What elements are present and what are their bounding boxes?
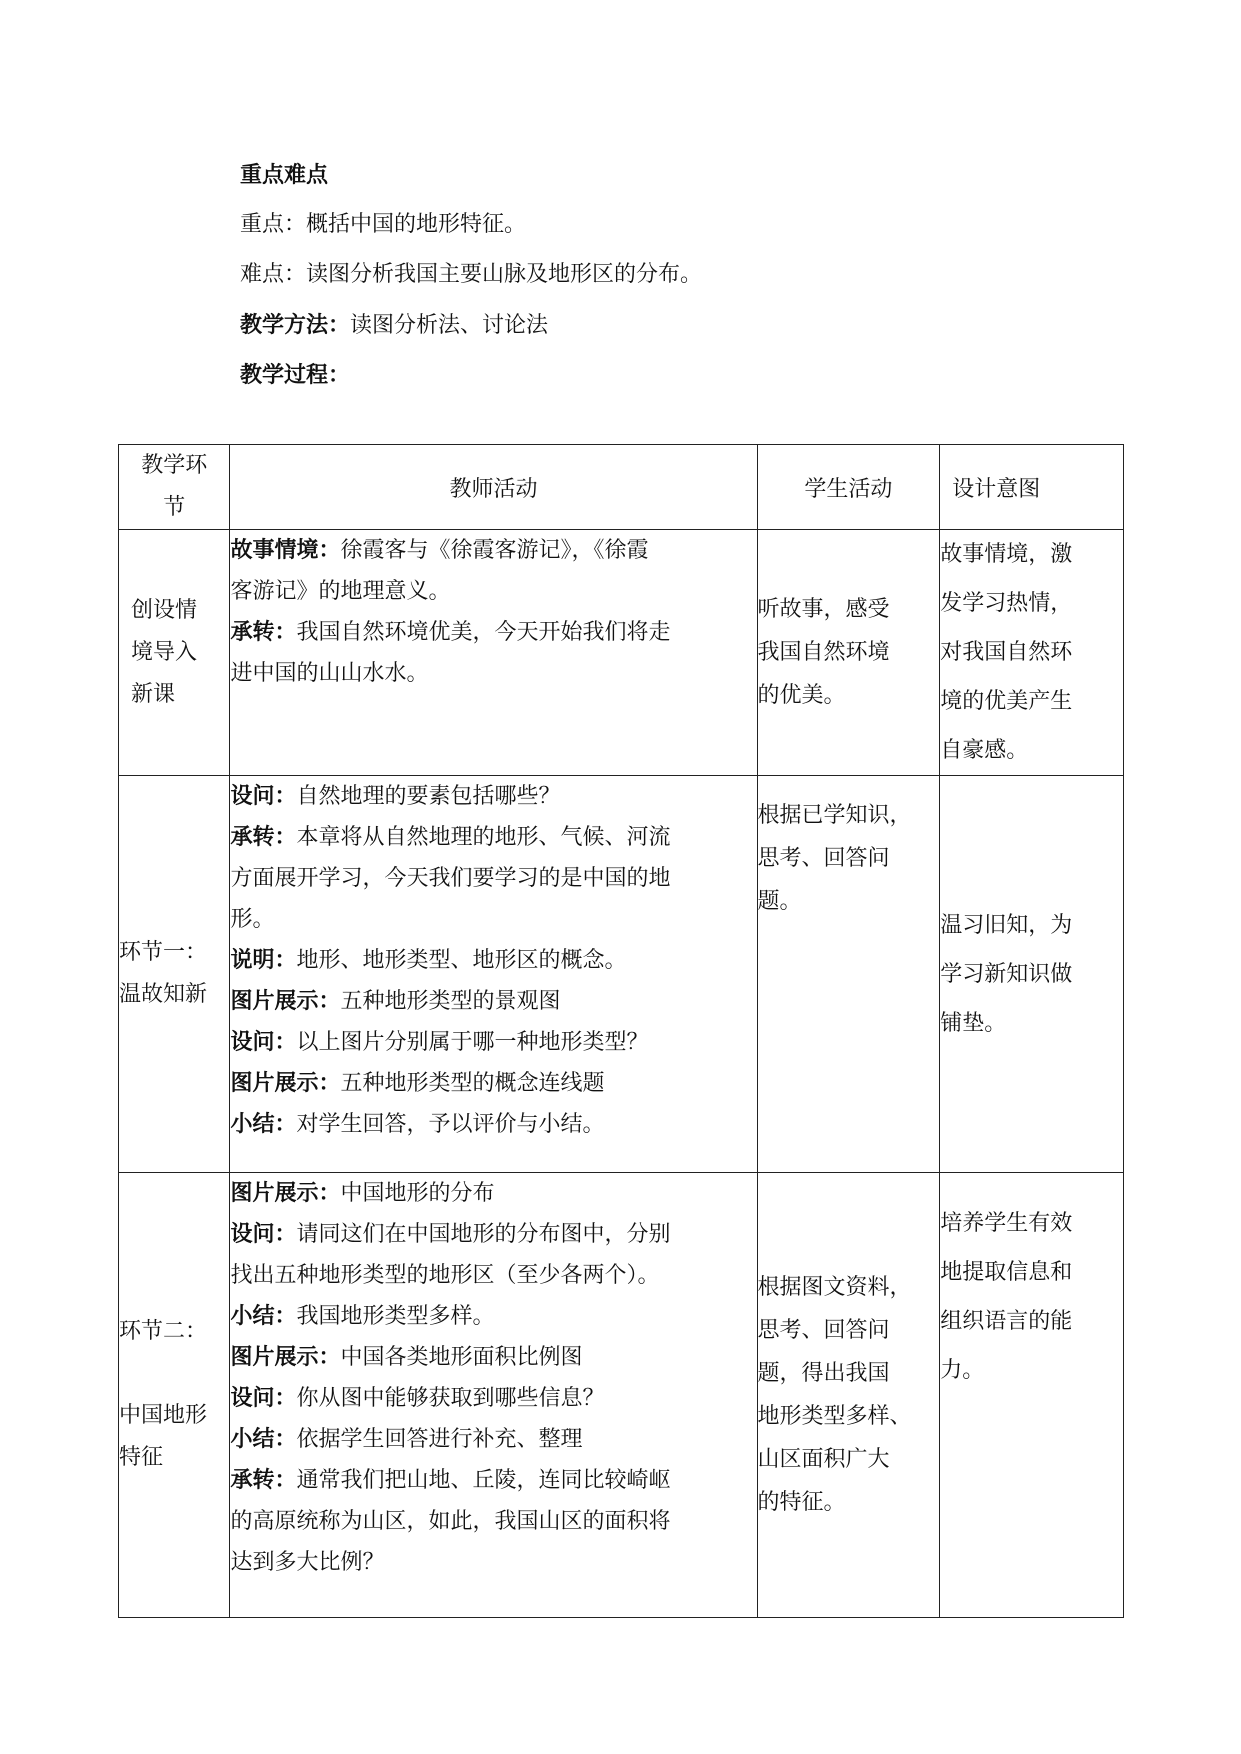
stage-cell: 环节二： 中国地形 特征 [119, 1173, 230, 1618]
table-row [119, 530, 1124, 776]
teacher-activity-line [230, 981, 756, 1022]
activity-text: 以上图片分别属于哪一种地形类型？ [296, 1030, 649, 1055]
key-point-line: 重点：概括中国的地形特征。 [240, 212, 527, 237]
activity-label: 图片展示： [230, 1070, 341, 1096]
activity-label: 承转： [230, 824, 297, 850]
activity-text: 依据学生回答进行补充、整理 [296, 1427, 583, 1452]
table-header-row [119, 445, 1124, 530]
teacher-activity-line [230, 1173, 756, 1214]
activity-label: 承转： [230, 1467, 297, 1493]
activity-text: 达到多大比例？ [230, 1550, 385, 1575]
teacher-activity-line [230, 1022, 756, 1063]
activity-text: 五种地形类型的概念连线题 [340, 1071, 605, 1096]
teacher-activity-line [230, 653, 756, 694]
teacher-activity-line [230, 1296, 756, 1337]
table-row [119, 776, 1124, 1173]
teacher-activity-line [230, 1501, 756, 1542]
teacher-activity-line [230, 1063, 756, 1104]
activity-label: 说明： [230, 947, 297, 973]
lesson-plan-table [118, 444, 1124, 1618]
teacher-activity-line [230, 1542, 756, 1583]
activity-label: 小结： [230, 1303, 297, 1329]
teaching-method-line: 教学方法：读图分析法、讨论法 [240, 312, 549, 338]
activity-label: 设问： [230, 783, 297, 809]
student-activity-cell: 听故事，感受 我国自然环境 的优美。 [757, 530, 940, 776]
student-activity-cell: 根据已学知识， 思考、回答问 题。 [757, 776, 940, 1173]
header-design-intent: 设计意图 [940, 445, 1124, 530]
activity-text: 形。 [230, 907, 275, 932]
teacher-activity-line [230, 571, 756, 612]
table-row [119, 1173, 1124, 1618]
activity-text: 你从图中能够获取到哪些信息？ [296, 1386, 605, 1411]
activity-text: 本章将从自然地理的地形、气候、河流 [296, 825, 671, 850]
activity-label: 图片展示： [230, 1180, 341, 1206]
activity-label: 设问： [230, 1029, 297, 1055]
activity-text: 方面展开学习，今天我们要学习的是中国的地 [230, 866, 671, 891]
teacher-activity-line [230, 1419, 756, 1460]
activity-text: 徐霞客与《徐霞客游记》，《徐霞 [340, 538, 649, 563]
teacher-activity-line [230, 776, 756, 817]
activity-text: 对学生回答，予以评价与小结。 [296, 1112, 605, 1137]
difficult-point-line: 难点：读图分析我国主要山脉及地形区的分布。 [240, 262, 703, 287]
activity-text: 五种地形类型的景观图 [340, 989, 561, 1014]
teacher-activity-line [230, 1214, 756, 1255]
activity-label: 设问： [230, 1221, 297, 1247]
intro-section [240, 160, 1140, 410]
teacher-activity-line [230, 858, 756, 899]
header-stage: 教学环 节 [119, 445, 230, 530]
teacher-activity-line [230, 1337, 756, 1378]
teacher-activity-line [230, 817, 756, 858]
header-teacher-activity: 教师活动 [230, 445, 757, 530]
activity-text: 我国地形类型多样。 [296, 1304, 495, 1329]
teacher-activity-cell [230, 530, 757, 776]
student-activity-cell: 根据图文资料， 思考、回答问 题，得出我国 地形类型多样、 山区面积广大 的特征。 [757, 1173, 940, 1618]
teacher-activity-line [230, 1255, 756, 1296]
stage-cell: 创设情 境导入 新课 [119, 530, 230, 776]
activity-text: 中国各类地形面积比例图 [340, 1345, 583, 1370]
teacher-activity-line [230, 612, 756, 653]
teacher-activity-line [230, 1460, 756, 1501]
activity-text: 地形、地形类型、地形区的概念。 [296, 948, 627, 973]
design-intent-cell: 培养学生有效 地提取信息和 组织语言的能 力。 [940, 1173, 1124, 1618]
stage-cell: 环节一： 温故知新 [119, 776, 230, 1173]
teacher-activity-cell [230, 1173, 757, 1618]
teaching-process-heading: 教学过程： [240, 362, 351, 388]
teacher-activity-line [230, 1378, 756, 1419]
activity-label: 图片展示： [230, 1344, 341, 1370]
activity-text: 找出五种地形类型的地形区（至少各两个）。 [230, 1263, 660, 1288]
activity-label: 承转： [230, 619, 297, 645]
activity-label: 设问： [230, 1385, 297, 1411]
design-intent-cell: 温习旧知，为 学习新知识做 铺垫。 [940, 776, 1124, 1173]
teacher-activity-line [230, 530, 756, 571]
teacher-activity-line [230, 940, 756, 981]
activity-text: 进中国的山山水水。 [230, 661, 429, 686]
activity-label: 小结： [230, 1426, 297, 1452]
activity-label: 图片展示： [230, 988, 341, 1014]
header-student-activity: 学生活动 [757, 445, 940, 530]
activity-label: 小结： [230, 1111, 297, 1137]
activity-text: 中国地形的分布 [340, 1181, 495, 1206]
teacher-activity-cell [230, 776, 757, 1173]
activity-text: 的高原统称为山区，如此，我国山区的面积将 [230, 1509, 671, 1534]
activity-text: 客游记》的地理意义。 [230, 579, 451, 604]
activity-text: 通常我们把山地、丘陵，连同比较崎岖 [296, 1468, 671, 1493]
heading-key-points: 重点难点 [240, 162, 329, 188]
teacher-activity-line [230, 899, 756, 940]
teacher-activity-line [230, 1104, 756, 1145]
activity-text: 自然地理的要素包括哪些？ [296, 784, 561, 809]
activity-label: 故事情境： [230, 537, 341, 563]
activity-text: 我国自然环境优美，今天开始我们将走 [296, 620, 671, 645]
activity-text: 请同这们在中国地形的分布图中，分别 [296, 1222, 671, 1247]
design-intent-cell: 故事情境，激 发学习热情， 对我国自然环 境的优美产生 自豪感。 [940, 530, 1124, 776]
